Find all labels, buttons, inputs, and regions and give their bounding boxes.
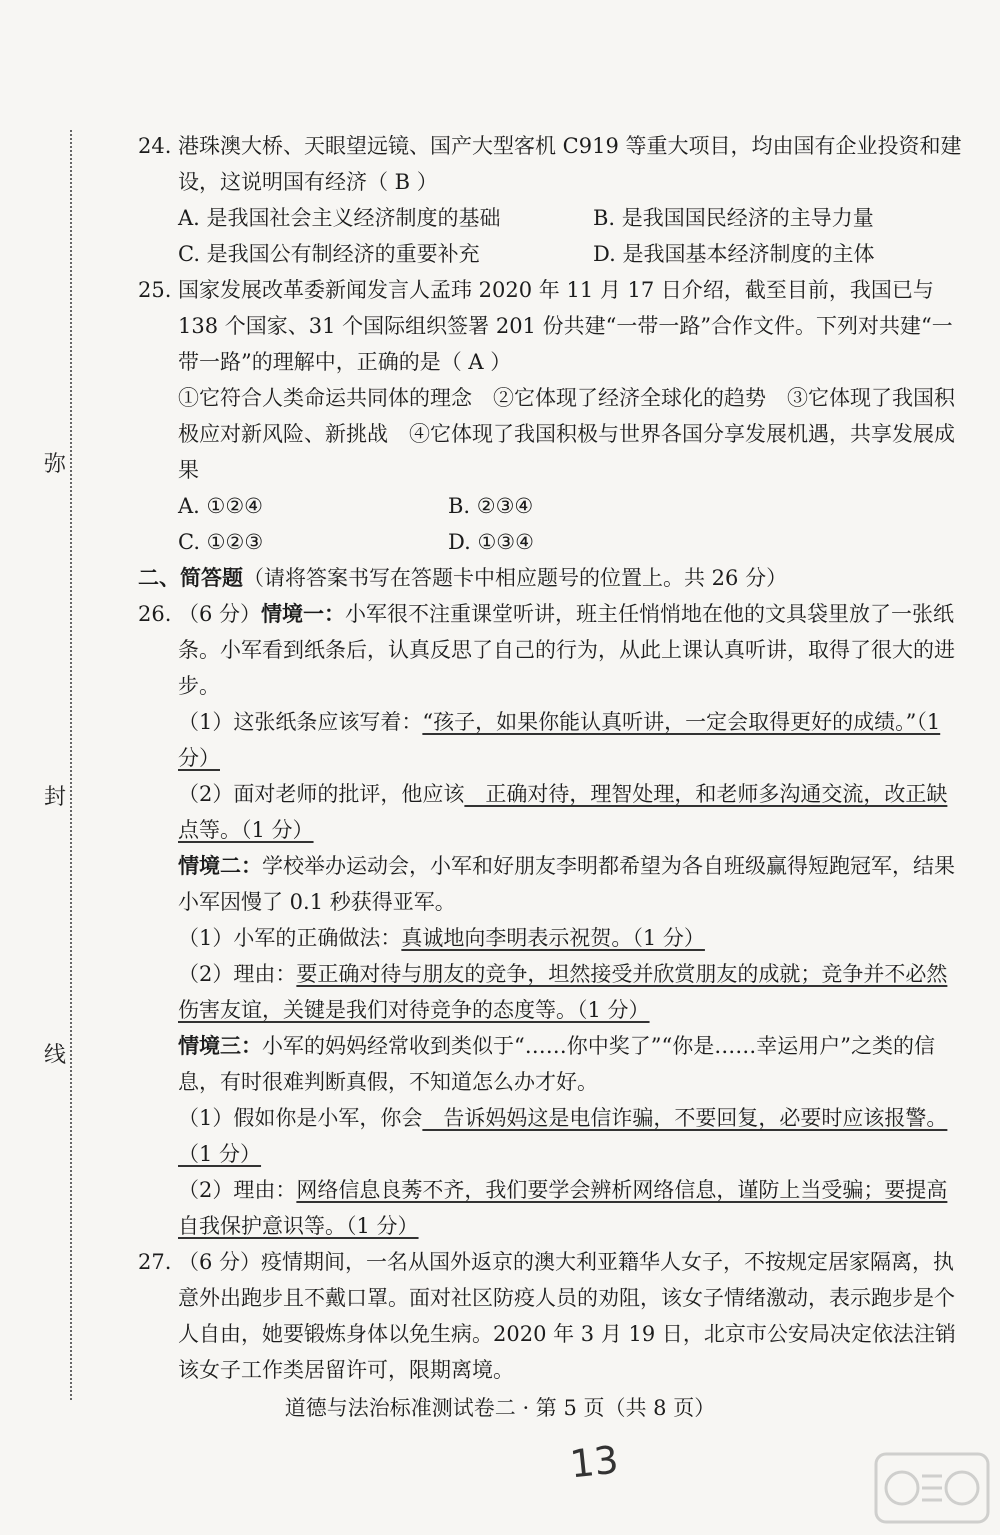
scenario-1-part-1 xyxy=(138,704,968,776)
answer: 网络信息良莠不齐，我们要学会辨析网络信息，谨防上当受骗；要提高自我保护意识等。（1 分） xyxy=(178,1178,948,1238)
binding-line xyxy=(70,130,72,1400)
options-25-row2 xyxy=(138,524,968,560)
scenario-3 xyxy=(138,1028,968,1100)
page-content xyxy=(138,128,968,1388)
question-number: 24. xyxy=(138,134,172,158)
scenario-3-text: 小军的妈妈经常收到类似于“……你中奖了”“你是……幸运用户”之类的信息，有时很难判断真假，不知道怎么办才好。 xyxy=(178,1034,935,1094)
option-a: A. ①②④ xyxy=(178,494,263,518)
scenario-1-label: 情境一： xyxy=(261,601,346,626)
section-heading xyxy=(138,560,968,596)
question-number: 27. xyxy=(138,1250,172,1274)
prompt: （1）这张纸条应该写着： xyxy=(178,710,423,734)
scenario-3-label: 情境三： xyxy=(178,1033,262,1058)
answer: 真诚地向李明表示祝贺。（1 分） xyxy=(401,926,705,950)
question-score: （6 分） xyxy=(178,602,262,626)
option-b: B. ②③④ xyxy=(448,494,534,518)
answer: “孩子，如果你能认真听讲，一定会取得更好的成绩。”（1 分） xyxy=(178,710,941,770)
question-score: （6 分） xyxy=(178,1250,262,1274)
handwritten-page-number: 13 xyxy=(567,1437,621,1487)
question-24 xyxy=(138,128,968,200)
scenario-2 xyxy=(138,848,968,920)
scenario-2-part-2 xyxy=(138,956,968,1028)
prompt: （1）假如你是小军，你会 xyxy=(178,1106,423,1130)
section-title: 二、简答题 xyxy=(138,565,243,590)
option-b: B. 是我国国民经济的主导力量 xyxy=(593,206,874,230)
option-d: D. ①③④ xyxy=(448,530,534,554)
options-24-row2 xyxy=(138,236,968,272)
margin-char-xian: 线 xyxy=(44,1043,67,1068)
scenario-3-part-1 xyxy=(138,1100,968,1172)
section-note: （请将答案书写在答题卡中相应题号的位置上。共 26 分） xyxy=(243,566,788,590)
prompt: （2）理由： xyxy=(178,962,297,986)
options-24-row1 xyxy=(138,200,968,236)
options-25-row1 xyxy=(138,488,968,524)
option-a: A. 是我国社会主义经济制度的基础 xyxy=(178,206,501,230)
question-text: 国家发展改革委新闻发言人孟玮 2020 年 11 月 17 日介绍，截至目前，我国已与 138 个国家、31 个国际组织签署 201 份共建“一带一路”合作文件。下列对共建“一带一路”的理解中，正确的是（ A ） xyxy=(178,278,953,374)
scenario-2-label: 情境二： xyxy=(178,853,262,878)
scenario-1-text: 小军很不注重课堂听讲，班主任悄悄地在他的文具袋里放了一张纸条。小军看到纸条后，认真反思了自己的行为，从此上课认真听讲，取得了很大的进步。 xyxy=(178,602,955,698)
scenario-1-part-2 xyxy=(138,776,968,848)
margin-char-mi: 弥 xyxy=(44,452,67,477)
question-text: 港珠澳大桥、天眼望远镜、国产大型客机 C919 等重大项目，均由国有企业投资和建设，这说明国有经济（ B ） xyxy=(178,134,962,194)
question-number: 26. xyxy=(138,602,172,626)
question-26 xyxy=(138,596,968,704)
scenario-2-text: 学校举办运动会，小军和好朋友李明都希望为各自班级赢得短跑冠军，结果小军因慢了 0.1 秒获得亚军。 xyxy=(178,854,955,914)
question-text: 疫情期间，一名从国外返京的澳大利亚籍华人女子，不按规定居家隔离，执意外出跑步且不戴口罩。面对社区防疫人员的劝阻，该女子情绪激动，表示跑步是个人自由，她要锻炼身体以免生病。2020 年 3 月 19 日，北京市公安局决定依法注销该女子工作类居留许可，限期离境。 xyxy=(178,1250,956,1382)
question-25 xyxy=(138,272,968,380)
question-27 xyxy=(138,1244,968,1388)
watermark-logo-icon xyxy=(872,1448,992,1528)
question-number: 25. xyxy=(138,278,172,302)
page-footer: 道德与法治标准测试卷二 · 第 5 页（共 8 页） xyxy=(284,1396,716,1420)
prompt: （2）面对老师的批评，他应该 xyxy=(178,782,465,806)
option-c: C. 是我国公有制经济的重要补充 xyxy=(178,242,480,266)
prompt: （1）小军的正确做法： xyxy=(178,926,402,950)
answer: 正确对待，理智处理，和老师多沟通交流，改正缺点等。（1 分） xyxy=(178,782,948,842)
scenario-2-part-1 xyxy=(138,920,968,956)
prompt: （2）理由： xyxy=(178,1178,297,1202)
scenario-3-part-2 xyxy=(138,1172,968,1244)
answer: 告诉妈妈这是电信诈骗，不要回复，必要时应该报警。（1 分） xyxy=(178,1106,948,1166)
margin-char-feng: 封 xyxy=(44,785,67,810)
statements-25: ①它符合人类命运共同体的理念 ②它体现了经济全球化的趋势 ③它体现了我国积极应对新风险、新挑战 ④它体现了我国积极与世界各国分享发展机遇，共享发展成果 xyxy=(178,386,955,482)
option-d: D. 是我国基本经济制度的主体 xyxy=(593,242,875,266)
answer: 要正确对待与朋友的竞争，坦然接受并欣赏朋友的成就；竞争并不必然伤害友谊，关键是我们对待竞争的态度等。（1 分） xyxy=(178,962,948,1022)
option-c: C. ①②③ xyxy=(178,530,264,554)
